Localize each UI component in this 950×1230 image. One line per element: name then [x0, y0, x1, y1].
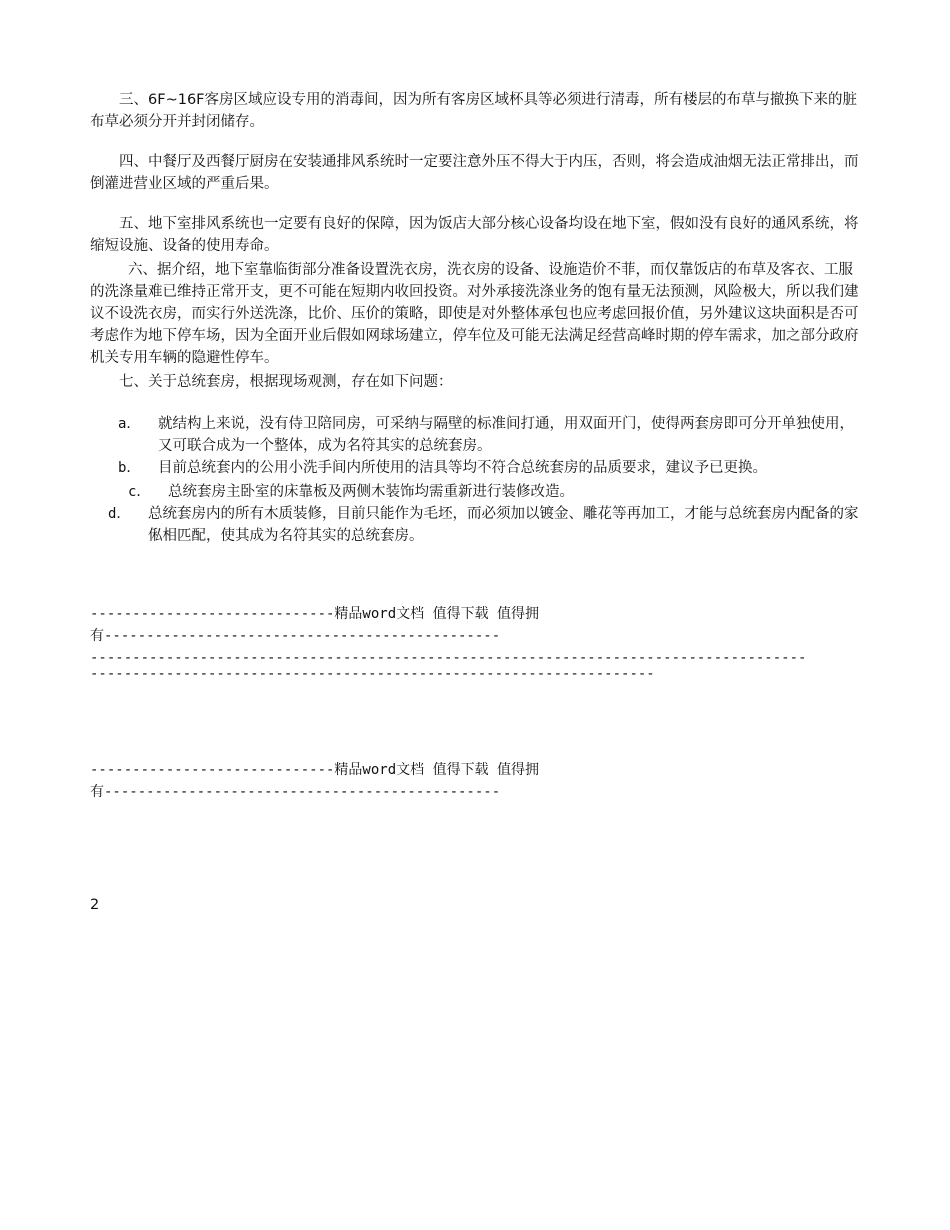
- paragraph-5-basement-exhaust: 五、地下室排风系统也一定要有良好的保障，因为饭店大部分核心设备均设在地下室，假如没有良好的通风系统，将缩短设施、设备的使用寿命。: [90, 216, 859, 254]
- footer-divider-line-2: -------------------------------------------------------------------: [90, 666, 655, 682]
- list-item-a: [118, 413, 863, 457]
- paragraph-3-disinfection-room: 三、6F~16F客房区域应设专用的消毒间，因为所有客房区域杯具等必须进行清毒，所有楼层的布草与撤换下来的脏布草必须分开并封闭储存。: [90, 92, 858, 130]
- footer-promo-line-1a: -----------------------------精品word文档 值得下载 值得拥: [90, 606, 540, 622]
- list-text-d: 总统套房内的所有木质装修，目前只能作为毛坯，而必须加以镀金、雕花等再加工，才能与总统套房内配备的家俬相匹配，使其成为名符其实的总统套房。: [148, 506, 859, 544]
- list-text-b: 目前总统套内的公用小洗手间内所使用的洁具等均不符合总统套房的品质要求，建议予已更换。: [158, 460, 767, 476]
- paragraph-4-kitchen-ventilation: 四、中餐厅及西餐厅厨房在安装通排风系统时一定要注意外压不得大于内压，否则，将会造成油烟无法正常排出，而倒灌进营业区域的严重后果。: [90, 154, 859, 192]
- list-marker-b: b．: [118, 460, 141, 476]
- page-number: 2: [90, 897, 100, 913]
- list-item-d: [108, 503, 863, 547]
- list-text-a: 就结构上来说，没有侍卫陪同房，可采纳与隔壁的标准间打通，用双面开门，使得两套房即可分开单独使用，又可联合成为一个整体，成为名符其实的总统套房。: [158, 416, 854, 454]
- list-item-c: [128, 481, 863, 503]
- list-marker-d: d．: [108, 506, 131, 522]
- footer-divider-line-1: -------------------------------------------------------------------------------------: [90, 650, 807, 666]
- list-marker-c: c．: [128, 484, 151, 500]
- list-marker-a: a．: [118, 416, 141, 432]
- paragraph-6-laundry-room: 六、据介绍，地下室靠临街部分准备设置洗衣房，洗衣房的设备、设施造价不菲，而仅靠饭店的布草及客衣、工服的洗涤量难已维持正常开支，更不可能在短期内收回投资。对外承接洗涤业务的饱有量无法预测，风险极大，所以我们建议不设洗衣房，而实行外送洗涤，比价、压价的策略，即使是对外整体承包也应考虑回报价值，另外建议这块面积是否可考虑作为地下停车场，因为全面开业后假如网球场建立，停车位及可能无法满足经营高峰时期的停车需求，加之部分政府机关专用车辆的隐避性停车。: [90, 262, 859, 366]
- footer-promo-line-2a: -----------------------------精品word文档 值得下载 值得拥: [90, 762, 540, 778]
- paragraph-7-presidential-suite: 七、关于总统套房，根据现场观测，存在如下问题：: [119, 374, 453, 390]
- list-text-c: 总统套房主卧室的床靠板及两侧木装饰均需重新进行装修改造。: [168, 484, 574, 500]
- footer-promo-line-2b: 有-----------------------------------------------: [90, 784, 501, 800]
- footer-promo-line-1b: 有-----------------------------------------------: [90, 628, 501, 644]
- list-item-b: [118, 457, 863, 479]
